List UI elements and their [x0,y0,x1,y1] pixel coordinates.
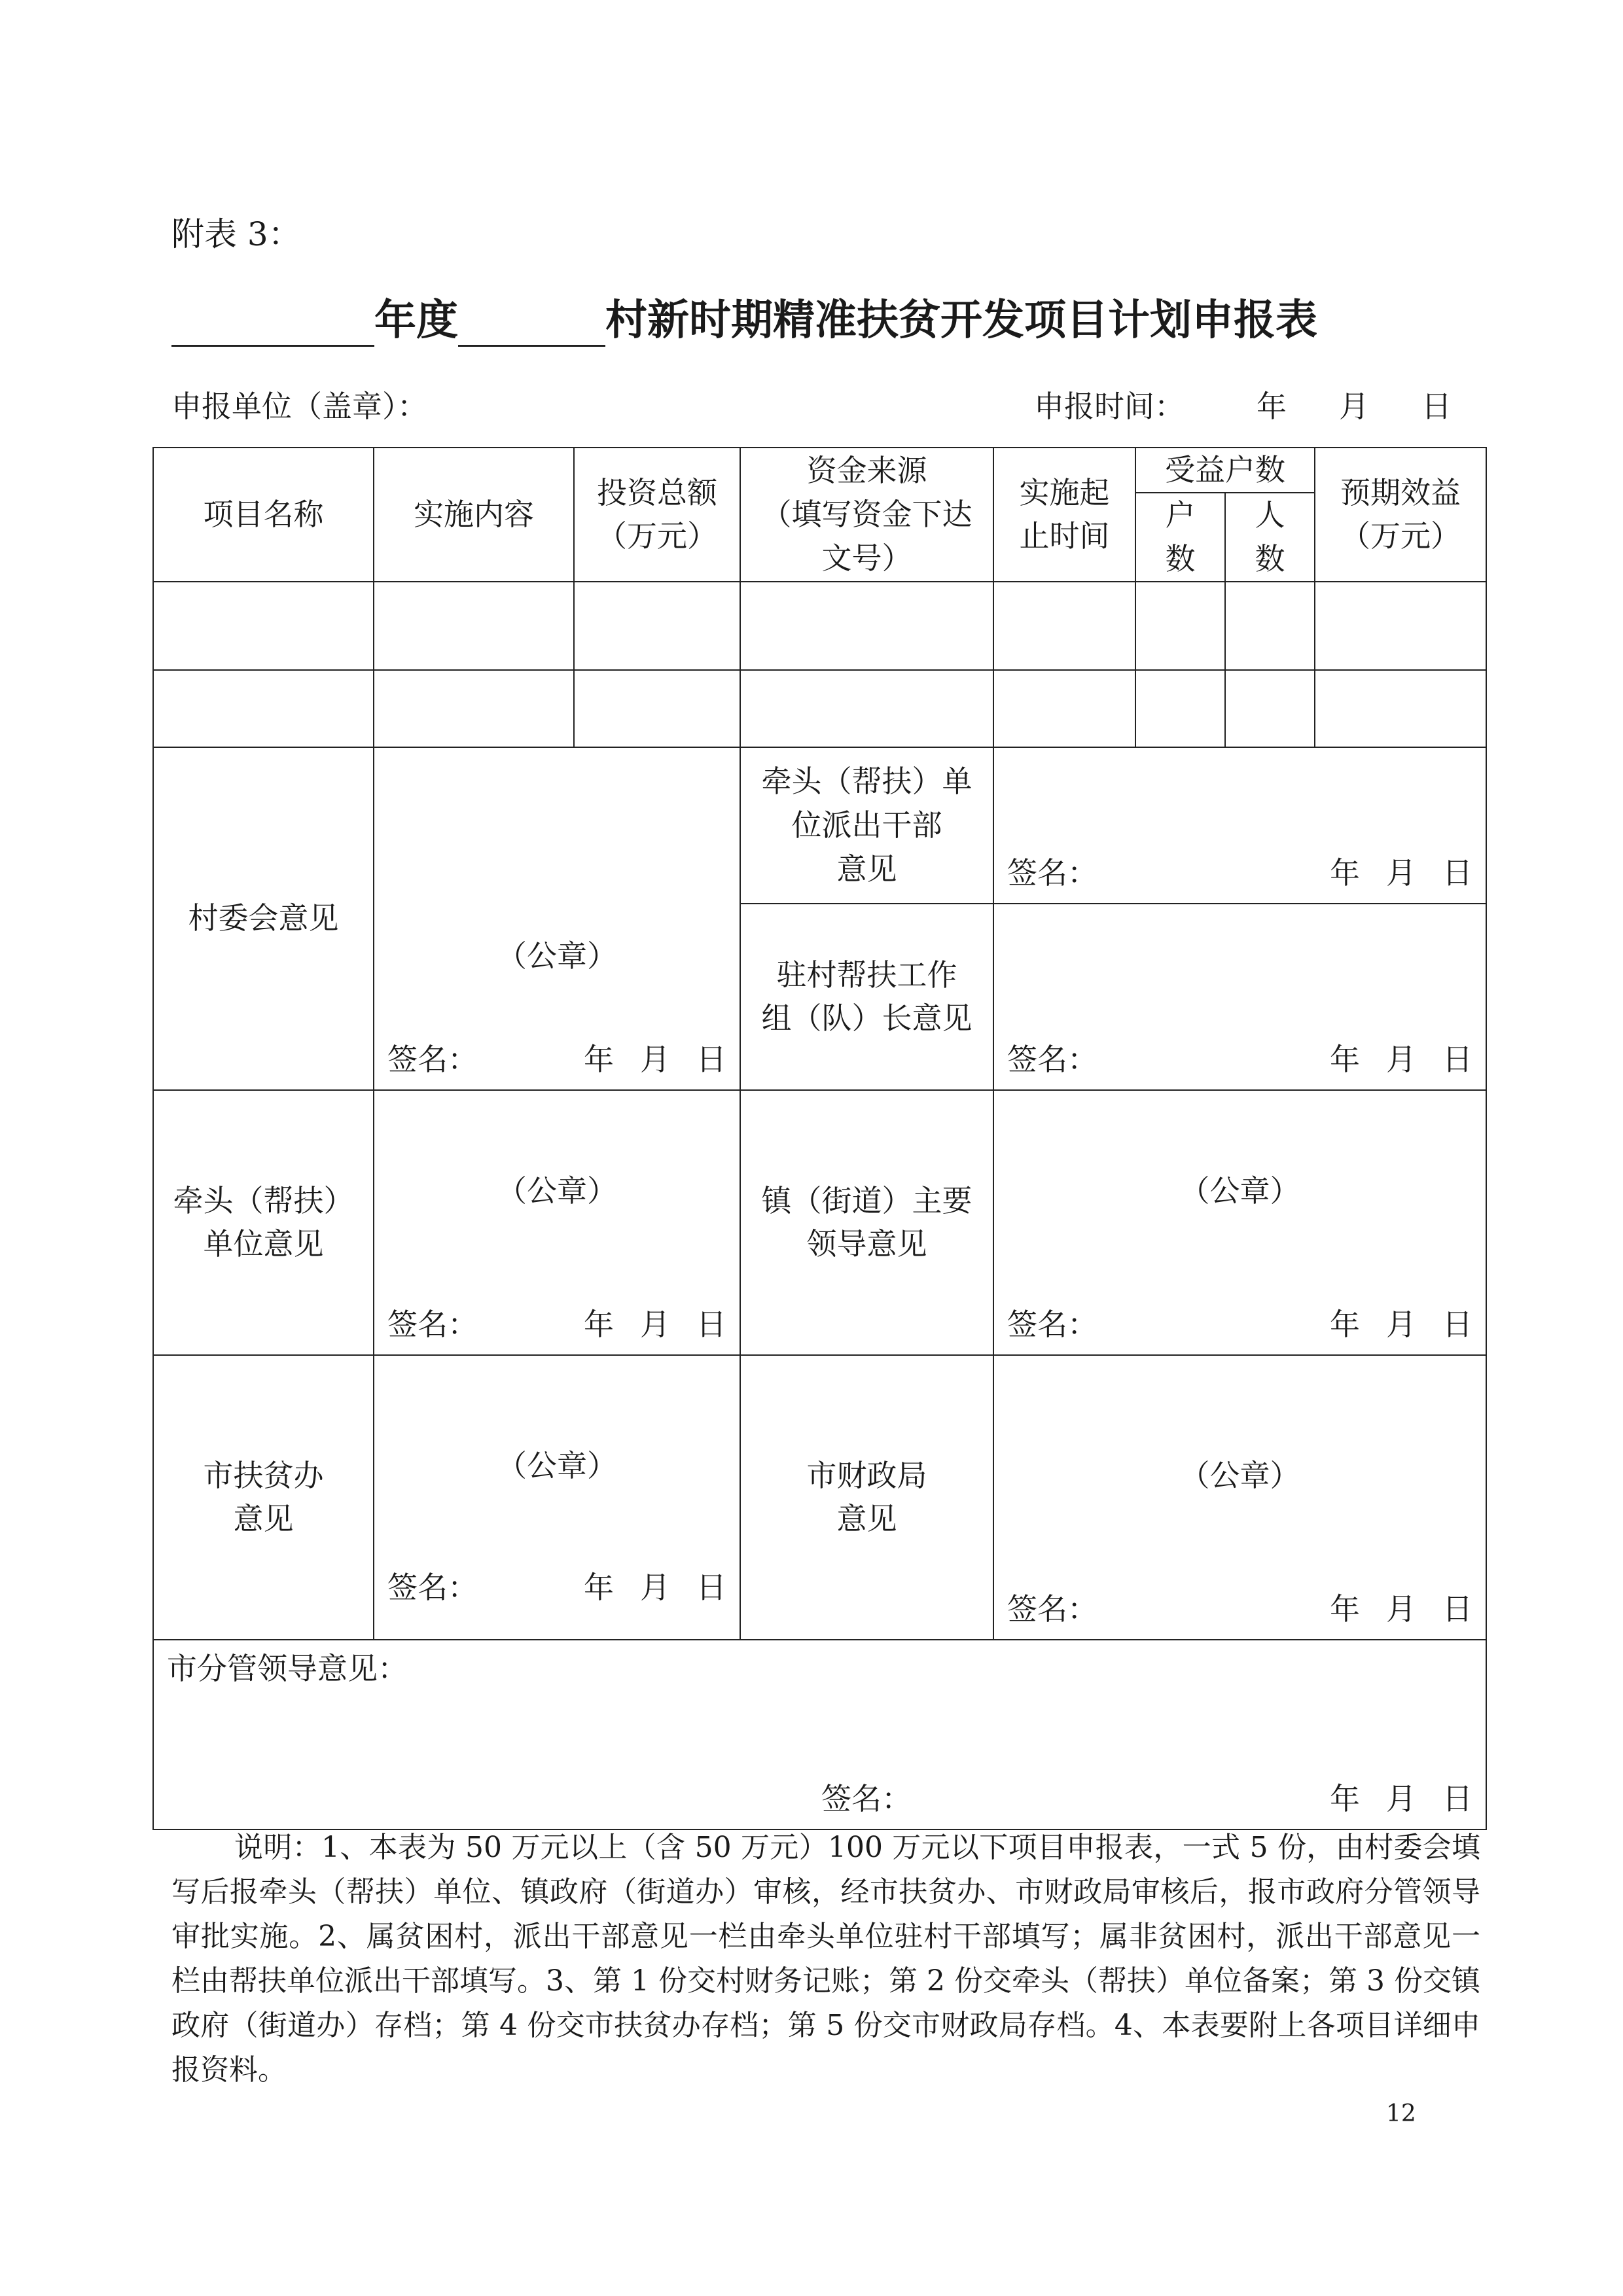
village-signature: 签名： 年 月 日 [387,1042,726,1077]
header-period: 实施起 止时间 [993,448,1135,582]
poverty-office-label: 市扶贫办 意见 [153,1355,374,1640]
project-row-2-benefit[interactable] [1315,670,1486,747]
lead-unit-label: 牵头（帮扶） 单位意见 [153,1090,374,1355]
apply-day: 日 [1421,389,1452,424]
town-leader-opinion[interactable] [993,1090,1486,1355]
header-persons: 人 数 [1225,493,1315,582]
finance-seal: （公章） [1179,1457,1300,1493]
header-content: 实施内容 [374,448,574,582]
town-leader-label: 镇（街道）主要 领导意见 [740,1090,993,1355]
lead-unit-opinion[interactable] [374,1090,740,1355]
header-fund-source: 资金来源 （填写资金下达 文号） [740,448,993,582]
notes [171,1826,1480,2093]
project-row-1-households[interactable] [1135,582,1225,670]
project-row-2-content[interactable] [374,670,574,747]
project-row-1-persons[interactable] [1225,582,1315,670]
project-row-2-persons[interactable] [1225,670,1315,747]
header-households: 户 数 [1135,493,1225,582]
city-leader-opinion[interactable] [153,1640,1486,1829]
project-row-1-content[interactable] [374,582,574,670]
apply-month: 月 [1339,389,1369,424]
project-row-2-name[interactable] [153,670,374,747]
town-seal: （公章） [1179,1173,1300,1209]
lead-unit-seal: （公章） [497,1173,617,1209]
work-team-label: 驻村帮扶工作 组（队）长意见 [740,904,993,1090]
page-title [171,287,1317,347]
header-investment: 投资总额 （万元） [574,448,740,582]
city-leader-label: 市分管领导意见： [167,1650,408,1686]
finance-bureau-label: 市财政局 意见 [740,1355,993,1640]
city-leader-signature: 签名： 年 月 日 [821,1781,1472,1816]
project-row-2-period[interactable] [993,670,1135,747]
village-blank[interactable] [458,307,605,347]
attachment-label: 附表 3： [171,215,301,253]
project-row-1-fund[interactable] [740,582,993,670]
header-project-name: 项目名称 [153,448,374,582]
project-row-2-investment[interactable] [574,670,740,747]
village-committee-label: 村委会意见 [153,747,374,1090]
project-row-2-fund[interactable] [740,670,993,747]
work-team-signature: 签名： 年 月 日 [1007,1042,1472,1077]
apply-time-label: 申报时间： [1034,389,1185,424]
header-expected-benefit: 预期效益 （万元） [1315,448,1486,582]
poverty-office-seal: （公章） [497,1447,617,1483]
finance-bureau-opinion[interactable] [993,1355,1486,1640]
work-team-opinion[interactable] [993,904,1486,1090]
apply-year: 年 [1257,389,1287,424]
applicant-label: 申报单位（盖章）： [171,389,427,424]
poverty-office-opinion[interactable] [374,1355,740,1640]
project-row-1-period[interactable] [993,582,1135,670]
lead-cadre-signature: 签名： 年 月 日 [1007,855,1472,891]
page-number: 12 [1386,2100,1416,2127]
poverty-office-signature: 签名： 年 月 日 [387,1570,726,1605]
application-table [152,447,1487,1830]
lead-cadre-label: 牵头（帮扶）单 位派出干部 意见 [740,747,993,904]
project-row-2-households[interactable] [1135,670,1225,747]
town-leader-signature: 签名： 年 月 日 [1007,1307,1472,1342]
header-beneficiaries: 受益户数 [1135,448,1315,493]
notes-text: 说明：1、本表为 50 万元以上（含 50 万元）100 万元以下项目申报表，一式 5 份，由村委会填写后报牵头（帮扶）单位、镇政府（街道办）审核，经市扶贫办、市财政局审核后，报市政府分管领导审批实施。2、属贫困村，派出干部意见一栏由牵头单位驻村干部填写；属非贫困村，派出干部意见一栏由帮扶单位派出干部填写。3、第 1 份交村财务记账；第 2 份交牵头（帮扶）单位备案；第 3 份交镇政府（街道办）存档；第 4 份交市扶贫办存档；第 5 份交市财政局存档。4、本表要附上各项目详细申报资料。 [171,1831,1480,2087]
lead-cadre-opinion[interactable] [993,747,1486,904]
apply-time [1034,383,1452,426]
project-row-1-benefit[interactable] [1315,582,1486,670]
year-blank[interactable] [171,307,374,347]
title-rest-text: 村新时期精准扶贫开发项目计划申报表 [605,296,1317,345]
finance-bureau-signature: 签名： 年 月 日 [1007,1591,1472,1627]
lead-unit-signature: 签名： 年 月 日 [387,1307,726,1342]
project-row-1-name[interactable] [153,582,374,670]
title-year-text: 年度 [374,296,458,345]
project-row-1-investment[interactable] [574,582,740,670]
village-committee-opinion[interactable] [374,747,740,1090]
village-seal: （公章） [497,938,617,974]
